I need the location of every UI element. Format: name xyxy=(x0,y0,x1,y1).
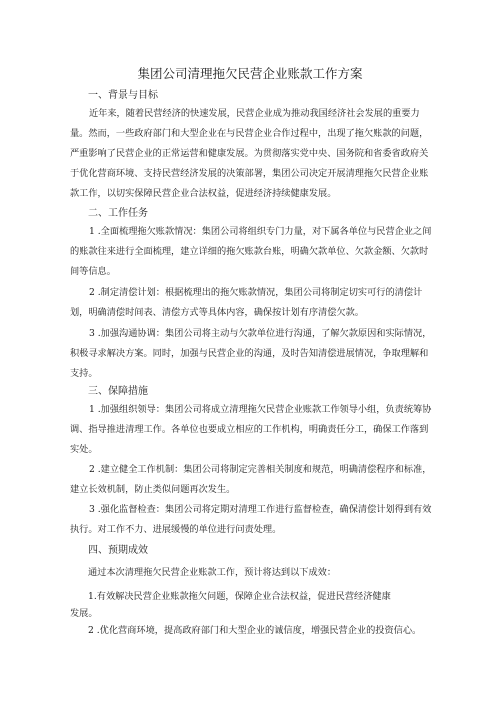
outcome-item-1: 1.有效解决民营企业账款拖欠问题，保障企业合法权益，促进民营经济健康 xyxy=(88,591,391,602)
section-heading-safeguards: 三、保障措施 xyxy=(88,386,148,397)
paragraph-safeguard-1: 1 .加强组织领导：集团公司将成立清理拖欠民营企业账款工作领导小组，负责统筹协调、指导推进清理工作。各单位也要成立相应的工作机构，明确责任分工，确保工作落到实处。 xyxy=(70,404,432,455)
paragraph-safeguard-3: 3 .强化监督检查：集团公司将定期对清理工作进行监督检查，确保清偿计划得到有效执行。对工作不力、进展缓慢的单位进行问责处理。 xyxy=(70,504,432,535)
section-heading-background: 一、背景与目标 xyxy=(88,90,158,101)
paragraph-task-1: 1 .全面梳理拖欠账款情况：集团公司将组织专门力量，对下属各单位与民营企业之间的账款往来进行全面梳理，建立详细的拖欠账款台账，明确欠款单位、欠款金额、欠款时间等信息。 xyxy=(70,226,432,277)
document-title: 集团公司清理拖欠民营企业账款工作方案 xyxy=(137,66,363,81)
paragraph-safeguard-2: 2 .建立健全工作机制：集团公司将制定完善相关制度和规范，明确清偿程序和标准，建立长效机制，防止类似问题再次发生。 xyxy=(70,464,432,495)
section-heading-outcomes: 四、预期成效 xyxy=(88,545,148,556)
outcome-item-1-continued: 发展。 xyxy=(70,608,98,619)
paragraph-background: 近年来，随着民营经济的快速发展，民营企业成为推动我国经济社会发展的重要力量。然而，一些政府部门和大型企业在与民营企业合作过程中，出现了拖欠账款的问题，严重影响了民营企业的正常运营和健康发展。为贯彻落实党中央、国务院和省委省政府关于优化营商环境、支持民营经济发展的决策部署，集团公司决定开展清理拖欠民营企业账款工作，以切实保障民营企业合法权益，促进经济持续健康发展。 xyxy=(70,108,429,199)
outcome-item-2: 2 .优化营商环境，提高政府部门和大型企业的诚信度，增强民营企业的投资信心。 xyxy=(88,625,422,636)
outcomes-intro: 通过本次清理拖欠民营企业账款工作，预计将达到以下成效： xyxy=(88,567,337,578)
paragraph-task-3: 3 .加强沟通协调：集团公司将主动与欠款单位进行沟通，了解欠款原因和实际情况，积极寻求解决方案。同时，加强与民营企业的沟通，及时告知清偿进展情况，争取理解和支持。 xyxy=(70,328,432,379)
section-heading-tasks: 二、工作任务 xyxy=(88,208,148,219)
paragraph-task-2: 2 .制定清偿计划：根据梳理出的拖欠账款情况，集团公司将制定切实可行的清偿计划，明确清偿时间表、清偿方式等具体内容，确保按计划有序清偿欠款。 xyxy=(70,287,423,318)
